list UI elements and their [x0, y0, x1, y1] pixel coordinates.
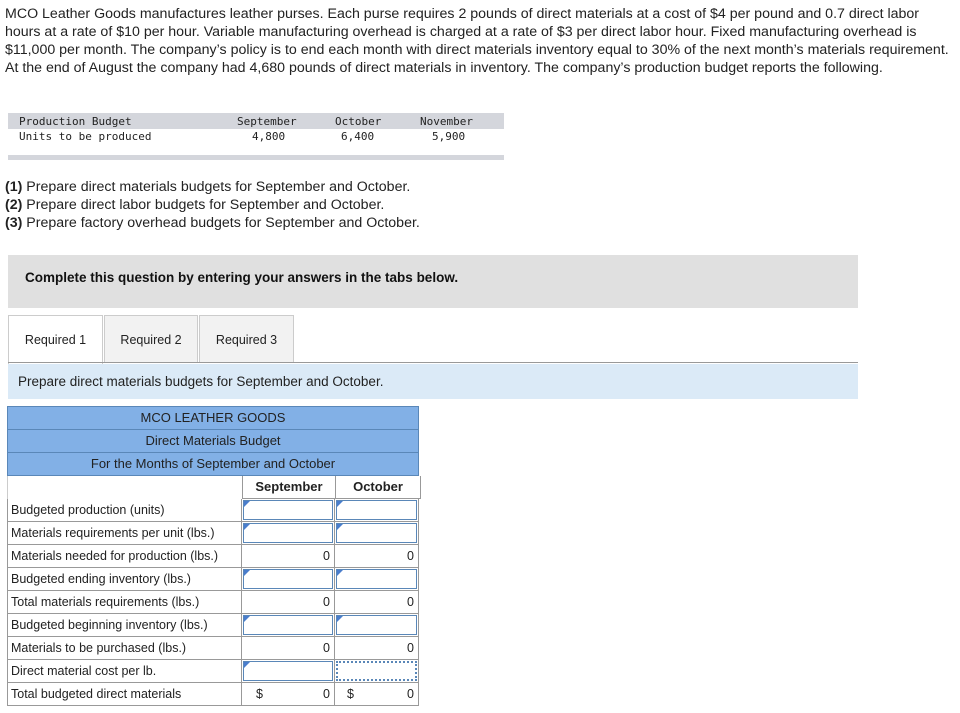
row-label: Budgeted beginning inventory (lbs.) — [7, 614, 244, 637]
requirements-list — [5, 178, 420, 232]
row-label: Total budgeted direct materials — [7, 683, 244, 706]
requirement-2: (2) Prepare direct labor budgets for September and October. — [5, 197, 385, 213]
budget-company: MCO LEATHER GOODS — [7, 406, 419, 430]
cost-per-lb-sep-input[interactable] — [243, 661, 333, 681]
cost-per-lb-oct-input[interactable] — [336, 661, 417, 681]
beginning-inventory-oct-input[interactable] — [336, 615, 417, 635]
ending-inventory-oct-input[interactable] — [336, 569, 417, 589]
col-november: November — [420, 115, 473, 128]
materials-needed-sep: 0 — [241, 545, 334, 568]
row-label: Materials requirements per unit (lbs.) — [7, 522, 244, 545]
instructions-banner: Complete this question by entering your answers in the tabs below. — [8, 255, 858, 308]
currency-symbol: $ — [347, 687, 354, 701]
row-label: Budgeted production (units) — [7, 499, 244, 522]
total-direct-materials-sep: $ 0 — [241, 683, 334, 706]
col-october: October — [335, 115, 382, 128]
tab-required-3[interactable]: Required 3 — [199, 315, 294, 363]
budget-period: For the Months of September and October — [7, 452, 419, 476]
budget-row — [7, 637, 419, 660]
requirement-1: (1) Prepare direct materials budgets for September and October. — [5, 179, 411, 195]
budget-row — [7, 660, 419, 683]
materials-purchased-sep: 0 — [241, 637, 334, 660]
budgeted-production-sep-input[interactable] — [243, 500, 333, 520]
production-budget-title: Production Budget — [19, 115, 132, 128]
budget-row — [7, 568, 419, 591]
requirement-3: (3) Prepare factory overhead budgets for September and October. — [5, 215, 420, 231]
budget-row — [7, 499, 419, 522]
row-label: Total materials requirements (lbs.) — [7, 591, 244, 614]
total-requirements-sep: 0 — [241, 591, 334, 614]
row-label: Materials needed for production (lbs.) — [7, 545, 244, 568]
materials-needed-oct: 0 — [334, 545, 419, 568]
beginning-inventory-sep-input[interactable] — [243, 615, 333, 635]
materials-per-unit-sep-input[interactable] — [243, 523, 333, 543]
tab-required-1[interactable]: Required 1 — [8, 315, 103, 364]
row-label: Budgeted ending inventory (lbs.) — [7, 568, 244, 591]
budget-row — [7, 683, 419, 706]
col-header-september: September — [242, 476, 335, 499]
col-september: September — [237, 115, 297, 128]
production-budget-table — [8, 113, 504, 160]
budget-row — [7, 614, 419, 637]
units-october: 6,400 — [341, 130, 375, 143]
materials-per-unit-oct-input[interactable] — [336, 523, 417, 543]
direct-materials-budget — [7, 406, 419, 706]
budget-row — [7, 545, 419, 568]
units-september: 4,800 — [252, 130, 286, 143]
total-direct-materials-oct: $ 0 — [334, 683, 419, 706]
budget-name: Direct Materials Budget — [7, 429, 419, 453]
currency-symbol: $ — [256, 687, 263, 701]
row-label: Direct material cost per lb. — [7, 660, 244, 683]
budget-row — [7, 522, 419, 545]
col-header-october: October — [335, 476, 421, 499]
materials-purchased-oct: 0 — [334, 637, 419, 660]
units-row-label: Units to be produced — [19, 130, 152, 143]
tab-required-2[interactable]: Required 2 — [104, 315, 198, 363]
tab-underline — [8, 362, 858, 363]
tab-instruction: Prepare direct materials budgets for September and October. — [8, 364, 858, 399]
budget-row — [7, 591, 419, 614]
budget-column-headers — [7, 476, 419, 499]
ending-inventory-sep-input[interactable] — [243, 569, 333, 589]
total-requirements-oct: 0 — [334, 591, 419, 614]
problem-intro: MCO Leather Goods manufactures leather purses. Each purse requires 2 pounds of direct materials at a cost of $4 per pound and 0.7 direct labor hours at a rate of $10 per hour. Variable manufacturing overhead is charged at a rate of $3 per direct labor hour. Fixed manufacturing overhead is $11,000 per month. The company’s policy is to end each month with direct materials inventory equal to 30% of the next month’s materials requirement. At the end of August the company had 4,680 pounds of direct materials in inventory. The company’s production budget reports the following. — [5, 6, 949, 76]
row-label: Materials to be purchased (lbs.) — [7, 637, 244, 660]
budgeted-production-oct-input[interactable] — [336, 500, 417, 520]
units-november: 5,900 — [432, 130, 466, 143]
